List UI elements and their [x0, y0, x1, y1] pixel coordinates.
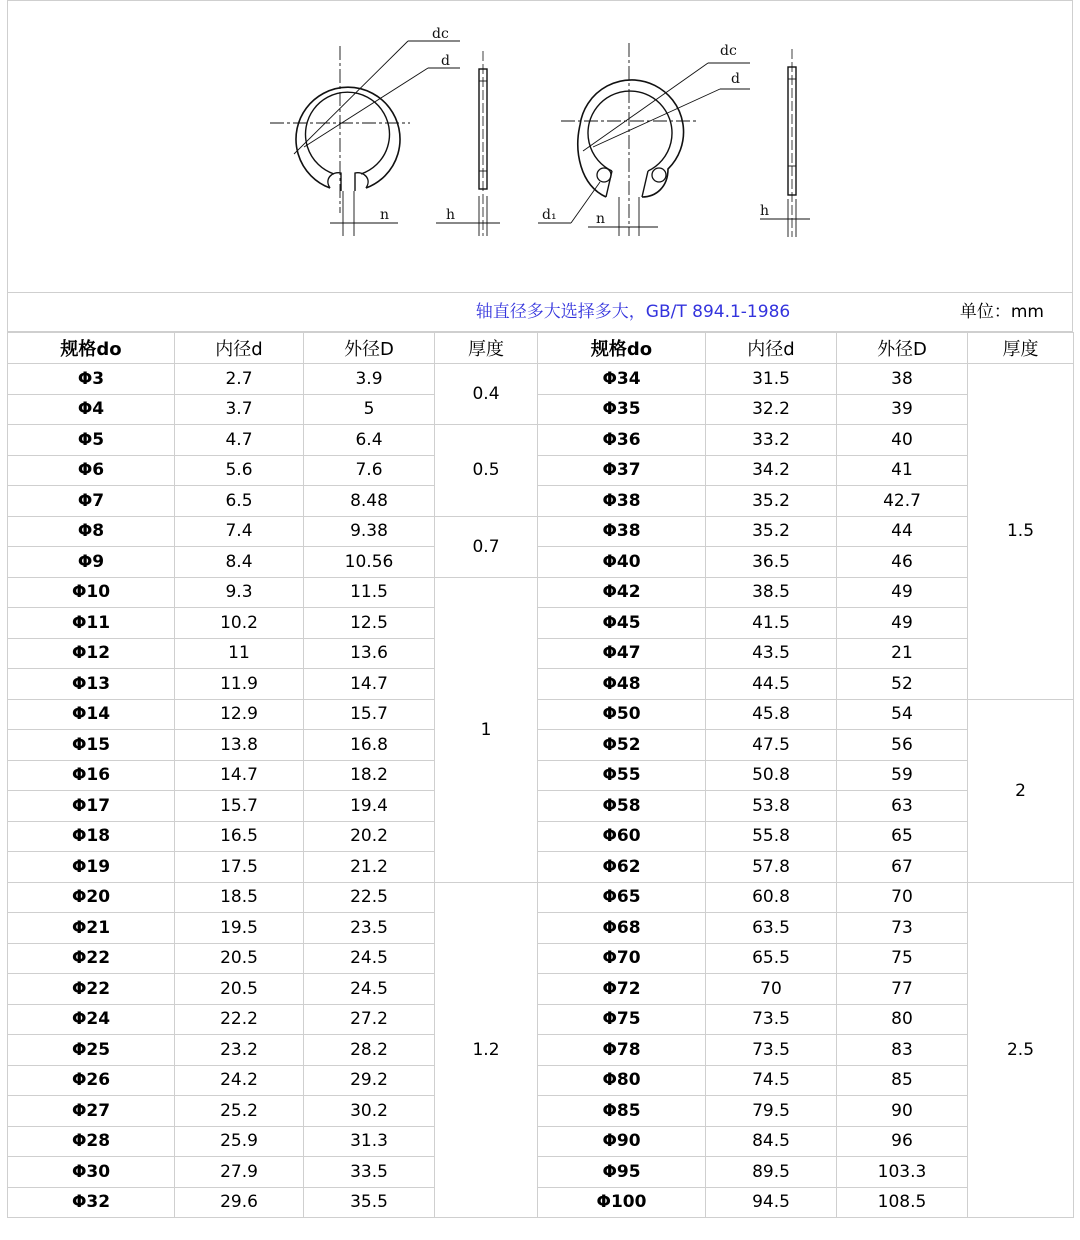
table-row: [8, 516, 1074, 547]
outer-diameter-cell: 52: [837, 669, 968, 700]
header-inner-right: 内径d: [706, 333, 837, 364]
outer-diameter-cell: 44: [837, 516, 968, 547]
thickness-cell: 0.7: [435, 516, 538, 577]
outer-diameter-cell: 22.5: [304, 882, 435, 913]
inner-diameter-cell: 44.5: [706, 669, 837, 700]
outer-diameter-cell: 35.5: [304, 1187, 435, 1218]
table-row: [8, 1187, 1074, 1218]
inner-diameter-cell: 33.2: [706, 425, 837, 456]
thickness-cell: 1: [435, 577, 538, 882]
spec-cell: Φ13: [8, 669, 175, 700]
header-thickness-left: 厚度: [435, 333, 538, 364]
inner-diameter-cell: 63.5: [706, 913, 837, 944]
spec-cell: Φ6: [8, 455, 175, 486]
inner-diameter-cell: 24.2: [175, 1065, 304, 1096]
outer-diameter-cell: 11.5: [304, 577, 435, 608]
right-label-n: n: [596, 211, 606, 227]
spec-cell: Φ21: [8, 913, 175, 944]
outer-diameter-cell: 108.5: [837, 1187, 968, 1218]
inner-diameter-cell: 34.2: [706, 455, 837, 486]
table-row: [8, 425, 1074, 456]
table-row: [8, 455, 1074, 486]
inner-diameter-cell: 74.5: [706, 1065, 837, 1096]
spec-cell: Φ14: [8, 699, 175, 730]
outer-diameter-cell: 75: [837, 943, 968, 974]
outer-diameter-cell: 16.8: [304, 730, 435, 761]
spec-cell: Φ48: [538, 669, 706, 700]
table-row: [8, 821, 1074, 852]
outer-diameter-cell: 70: [837, 882, 968, 913]
inner-diameter-cell: 19.5: [175, 913, 304, 944]
table-row: [8, 1157, 1074, 1188]
table-body: [8, 364, 1074, 1218]
spec-cell: Φ30: [8, 1157, 175, 1188]
outer-diameter-cell: 8.48: [304, 486, 435, 517]
inner-diameter-cell: 5.6: [175, 455, 304, 486]
spec-cell: Φ19: [8, 852, 175, 883]
outer-diameter-cell: 54: [837, 699, 968, 730]
inner-diameter-cell: 57.8: [706, 852, 837, 883]
outer-diameter-cell: 24.5: [304, 974, 435, 1005]
spec-cell: Φ68: [538, 913, 706, 944]
outer-diameter-cell: 41: [837, 455, 968, 486]
outer-diameter-cell: 21: [837, 638, 968, 669]
spec-cell: Φ25: [8, 1035, 175, 1066]
caption-row: [7, 292, 1073, 332]
outer-diameter-cell: 90: [837, 1096, 968, 1127]
header-spec-left: 规格do: [8, 333, 175, 364]
right-label-dc: dc: [720, 43, 737, 59]
table-row: [8, 486, 1074, 517]
inner-diameter-cell: 41.5: [706, 608, 837, 639]
inner-diameter-cell: 43.5: [706, 638, 837, 669]
spec-cell: Φ12: [8, 638, 175, 669]
table-row: [8, 852, 1074, 883]
outer-diameter-cell: 56: [837, 730, 968, 761]
spec-cell: Φ27: [8, 1096, 175, 1127]
spec-cell: Φ22: [8, 974, 175, 1005]
table-row: [8, 974, 1074, 1005]
spec-cell: Φ15: [8, 730, 175, 761]
spec-cell: Φ18: [8, 821, 175, 852]
spec-cell: Φ50: [538, 699, 706, 730]
outer-diameter-cell: 23.5: [304, 913, 435, 944]
inner-diameter-cell: 8.4: [175, 547, 304, 578]
spec-cell: Φ7: [8, 486, 175, 517]
unit-label: 单位：mm: [959, 302, 1044, 322]
inner-diameter-cell: 25.9: [175, 1126, 304, 1157]
inner-diameter-cell: 14.7: [175, 760, 304, 791]
outer-diameter-cell: 39: [837, 394, 968, 425]
thickness-cell: 0.5: [435, 425, 538, 517]
table-row: [8, 394, 1074, 425]
spec-cell: Φ90: [538, 1126, 706, 1157]
outer-diameter-cell: 15.7: [304, 699, 435, 730]
table-row: [8, 913, 1074, 944]
spec-cell: Φ17: [8, 791, 175, 822]
inner-diameter-cell: 31.5: [706, 364, 837, 395]
inner-diameter-cell: 10.2: [175, 608, 304, 639]
inner-diameter-cell: 15.7: [175, 791, 304, 822]
outer-diameter-cell: 20.2: [304, 821, 435, 852]
outer-diameter-cell: 5: [304, 394, 435, 425]
outer-diameter-cell: 3.9: [304, 364, 435, 395]
spec-cell: Φ5: [8, 425, 175, 456]
spec-cell: Φ62: [538, 852, 706, 883]
outer-diameter-cell: 14.7: [304, 669, 435, 700]
thickness-cell: 1.2: [435, 882, 538, 1218]
inner-diameter-cell: 35.2: [706, 486, 837, 517]
table-row: [8, 699, 1074, 730]
left-label-dc: dc: [432, 26, 449, 42]
inner-diameter-cell: 36.5: [706, 547, 837, 578]
inner-diameter-cell: 17.5: [175, 852, 304, 883]
inner-diameter-cell: 50.8: [706, 760, 837, 791]
outer-diameter-cell: 31.3: [304, 1126, 435, 1157]
outer-diameter-cell: 27.2: [304, 1004, 435, 1035]
table-row: [8, 791, 1074, 822]
inner-diameter-cell: 89.5: [706, 1157, 837, 1188]
table-row: [8, 882, 1074, 913]
inner-diameter-cell: 55.8: [706, 821, 837, 852]
size-table: [7, 332, 1074, 1218]
spec-cell: Φ24: [8, 1004, 175, 1035]
outer-diameter-cell: 12.5: [304, 608, 435, 639]
outer-diameter-cell: 103.3: [837, 1157, 968, 1188]
table-row: [8, 760, 1074, 791]
inner-diameter-cell: 94.5: [706, 1187, 837, 1218]
spec-cell: Φ95: [538, 1157, 706, 1188]
spec-cell: Φ34: [538, 364, 706, 395]
spec-cell: Φ100: [538, 1187, 706, 1218]
outer-diameter-cell: 59: [837, 760, 968, 791]
header-thickness-right: 厚度: [968, 333, 1074, 364]
spec-cell: Φ26: [8, 1065, 175, 1096]
spec-cell: Φ32: [8, 1187, 175, 1218]
spec-cell: Φ42: [538, 577, 706, 608]
spec-cell: Φ36: [538, 425, 706, 456]
spec-cell: Φ16: [8, 760, 175, 791]
inner-diameter-cell: 73.5: [706, 1004, 837, 1035]
outer-diameter-cell: 65: [837, 821, 968, 852]
spec-cell: Φ52: [538, 730, 706, 761]
inner-diameter-cell: 70: [706, 974, 837, 1005]
spec-cell: Φ22: [8, 943, 175, 974]
inner-diameter-cell: 11.9: [175, 669, 304, 700]
table-row: [8, 1035, 1074, 1066]
spec-cell: Φ55: [538, 760, 706, 791]
outer-diameter-cell: 13.6: [304, 638, 435, 669]
spec-cell: Φ70: [538, 943, 706, 974]
standard-caption: 轴直径多大选择多大，GB/T 894.1-1986: [475, 302, 791, 322]
inner-diameter-cell: 45.8: [706, 699, 837, 730]
spec-cell: Φ75: [538, 1004, 706, 1035]
table-row: [8, 1096, 1074, 1127]
inner-diameter-cell: 2.7: [175, 364, 304, 395]
spec-cell: Φ85: [538, 1096, 706, 1127]
thickness-cell: 1.5: [968, 364, 1074, 700]
spec-cell: Φ40: [538, 547, 706, 578]
outer-diameter-cell: 21.2: [304, 852, 435, 883]
spec-cell: Φ35: [538, 394, 706, 425]
inner-diameter-cell: 9.3: [175, 577, 304, 608]
inner-diameter-cell: 12.9: [175, 699, 304, 730]
inner-diameter-cell: 18.5: [175, 882, 304, 913]
outer-diameter-cell: 28.2: [304, 1035, 435, 1066]
inner-diameter-cell: 13.8: [175, 730, 304, 761]
inner-diameter-cell: 23.2: [175, 1035, 304, 1066]
outer-diameter-cell: 33.5: [304, 1157, 435, 1188]
outer-diameter-cell: 9.38: [304, 516, 435, 547]
spec-cell: Φ20: [8, 882, 175, 913]
inner-diameter-cell: 84.5: [706, 1126, 837, 1157]
thickness-cell: 2: [968, 699, 1074, 882]
inner-diameter-cell: 3.7: [175, 394, 304, 425]
inner-diameter-cell: 53.8: [706, 791, 837, 822]
outer-diameter-cell: 85: [837, 1065, 968, 1096]
spec-cell: Φ38: [538, 486, 706, 517]
outer-diameter-cell: 49: [837, 608, 968, 639]
table-row: [8, 608, 1074, 639]
spec-cell: Φ28: [8, 1126, 175, 1157]
header-spec-right: 规格do: [538, 333, 706, 364]
outer-diameter-cell: 29.2: [304, 1065, 435, 1096]
outer-diameter-cell: 18.2: [304, 760, 435, 791]
inner-diameter-cell: 60.8: [706, 882, 837, 913]
spec-cell: Φ47: [538, 638, 706, 669]
spec-cell: Φ78: [538, 1035, 706, 1066]
header-outer-right: 外径D: [837, 333, 968, 364]
spec-cell: Φ58: [538, 791, 706, 822]
left-label-n: n: [380, 207, 390, 223]
inner-diameter-cell: 11: [175, 638, 304, 669]
spec-cell: Φ38: [538, 516, 706, 547]
table-row: [8, 669, 1074, 700]
spec-cell: Φ4: [8, 394, 175, 425]
inner-diameter-cell: 25.2: [175, 1096, 304, 1127]
retaining-ring-drawings: [7, 0, 1073, 292]
inner-diameter-cell: 79.5: [706, 1096, 837, 1127]
inner-diameter-cell: 27.9: [175, 1157, 304, 1188]
inner-diameter-cell: 32.2: [706, 394, 837, 425]
outer-diameter-cell: 10.56: [304, 547, 435, 578]
outer-diameter-cell: 6.4: [304, 425, 435, 456]
outer-diameter-cell: 77: [837, 974, 968, 1005]
outer-diameter-cell: 24.5: [304, 943, 435, 974]
outer-diameter-cell: 96: [837, 1126, 968, 1157]
spec-cell: Φ45: [538, 608, 706, 639]
inner-diameter-cell: 4.7: [175, 425, 304, 456]
outer-diameter-cell: 83: [837, 1035, 968, 1066]
outer-diameter-cell: 49: [837, 577, 968, 608]
spec-cell: Φ65: [538, 882, 706, 913]
right-label-d: d: [731, 71, 740, 87]
table-row: [8, 638, 1074, 669]
inner-diameter-cell: 20.5: [175, 943, 304, 974]
table-row: [8, 730, 1074, 761]
spec-sheet: [7, 0, 1073, 1220]
outer-diameter-cell: 46: [837, 547, 968, 578]
outer-diameter-cell: 40: [837, 425, 968, 456]
spec-cell: Φ8: [8, 516, 175, 547]
spec-cell: Φ3: [8, 364, 175, 395]
inner-diameter-cell: 65.5: [706, 943, 837, 974]
left-label-h: h: [446, 207, 456, 223]
inner-diameter-cell: 35.2: [706, 516, 837, 547]
spec-cell: Φ9: [8, 547, 175, 578]
spec-cell: Φ10: [8, 577, 175, 608]
thickness-cell: 0.4: [435, 364, 538, 425]
right-label-d1: d₁: [542, 207, 557, 223]
table-row: [8, 1004, 1074, 1035]
outer-diameter-cell: 73: [837, 913, 968, 944]
inner-diameter-cell: 7.4: [175, 516, 304, 547]
outer-diameter-cell: 38: [837, 364, 968, 395]
outer-diameter-cell: 42.7: [837, 486, 968, 517]
inner-diameter-cell: 16.5: [175, 821, 304, 852]
spec-cell: Φ37: [538, 455, 706, 486]
table-row: [8, 1065, 1074, 1096]
spec-cell: Φ72: [538, 974, 706, 1005]
header-outer-left: 外径D: [304, 333, 435, 364]
thickness-cell: 2.5: [968, 882, 1074, 1218]
outer-diameter-cell: 63: [837, 791, 968, 822]
inner-diameter-cell: 20.5: [175, 974, 304, 1005]
inner-diameter-cell: 73.5: [706, 1035, 837, 1066]
right-ring-drawing: [538, 43, 810, 237]
table-header-row: [8, 333, 1074, 364]
inner-diameter-cell: 22.2: [175, 1004, 304, 1035]
outer-diameter-cell: 30.2: [304, 1096, 435, 1127]
spec-cell: Φ60: [538, 821, 706, 852]
header-inner-left: 内径d: [175, 333, 304, 364]
spec-cell: Φ80: [538, 1065, 706, 1096]
outer-diameter-cell: 19.4: [304, 791, 435, 822]
outer-diameter-cell: 80: [837, 1004, 968, 1035]
table-row: [8, 943, 1074, 974]
right-label-h: h: [760, 203, 770, 219]
inner-diameter-cell: 29.6: [175, 1187, 304, 1218]
inner-diameter-cell: 47.5: [706, 730, 837, 761]
table-row: [8, 1126, 1074, 1157]
technical-drawing: [8, 1, 1074, 293]
inner-diameter-cell: 38.5: [706, 577, 837, 608]
outer-diameter-cell: 7.6: [304, 455, 435, 486]
inner-diameter-cell: 6.5: [175, 486, 304, 517]
table-row: [8, 577, 1074, 608]
table-row: [8, 547, 1074, 578]
left-label-d: d: [441, 53, 450, 69]
outer-diameter-cell: 67: [837, 852, 968, 883]
spec-cell: Φ11: [8, 608, 175, 639]
table-row: [8, 364, 1074, 395]
